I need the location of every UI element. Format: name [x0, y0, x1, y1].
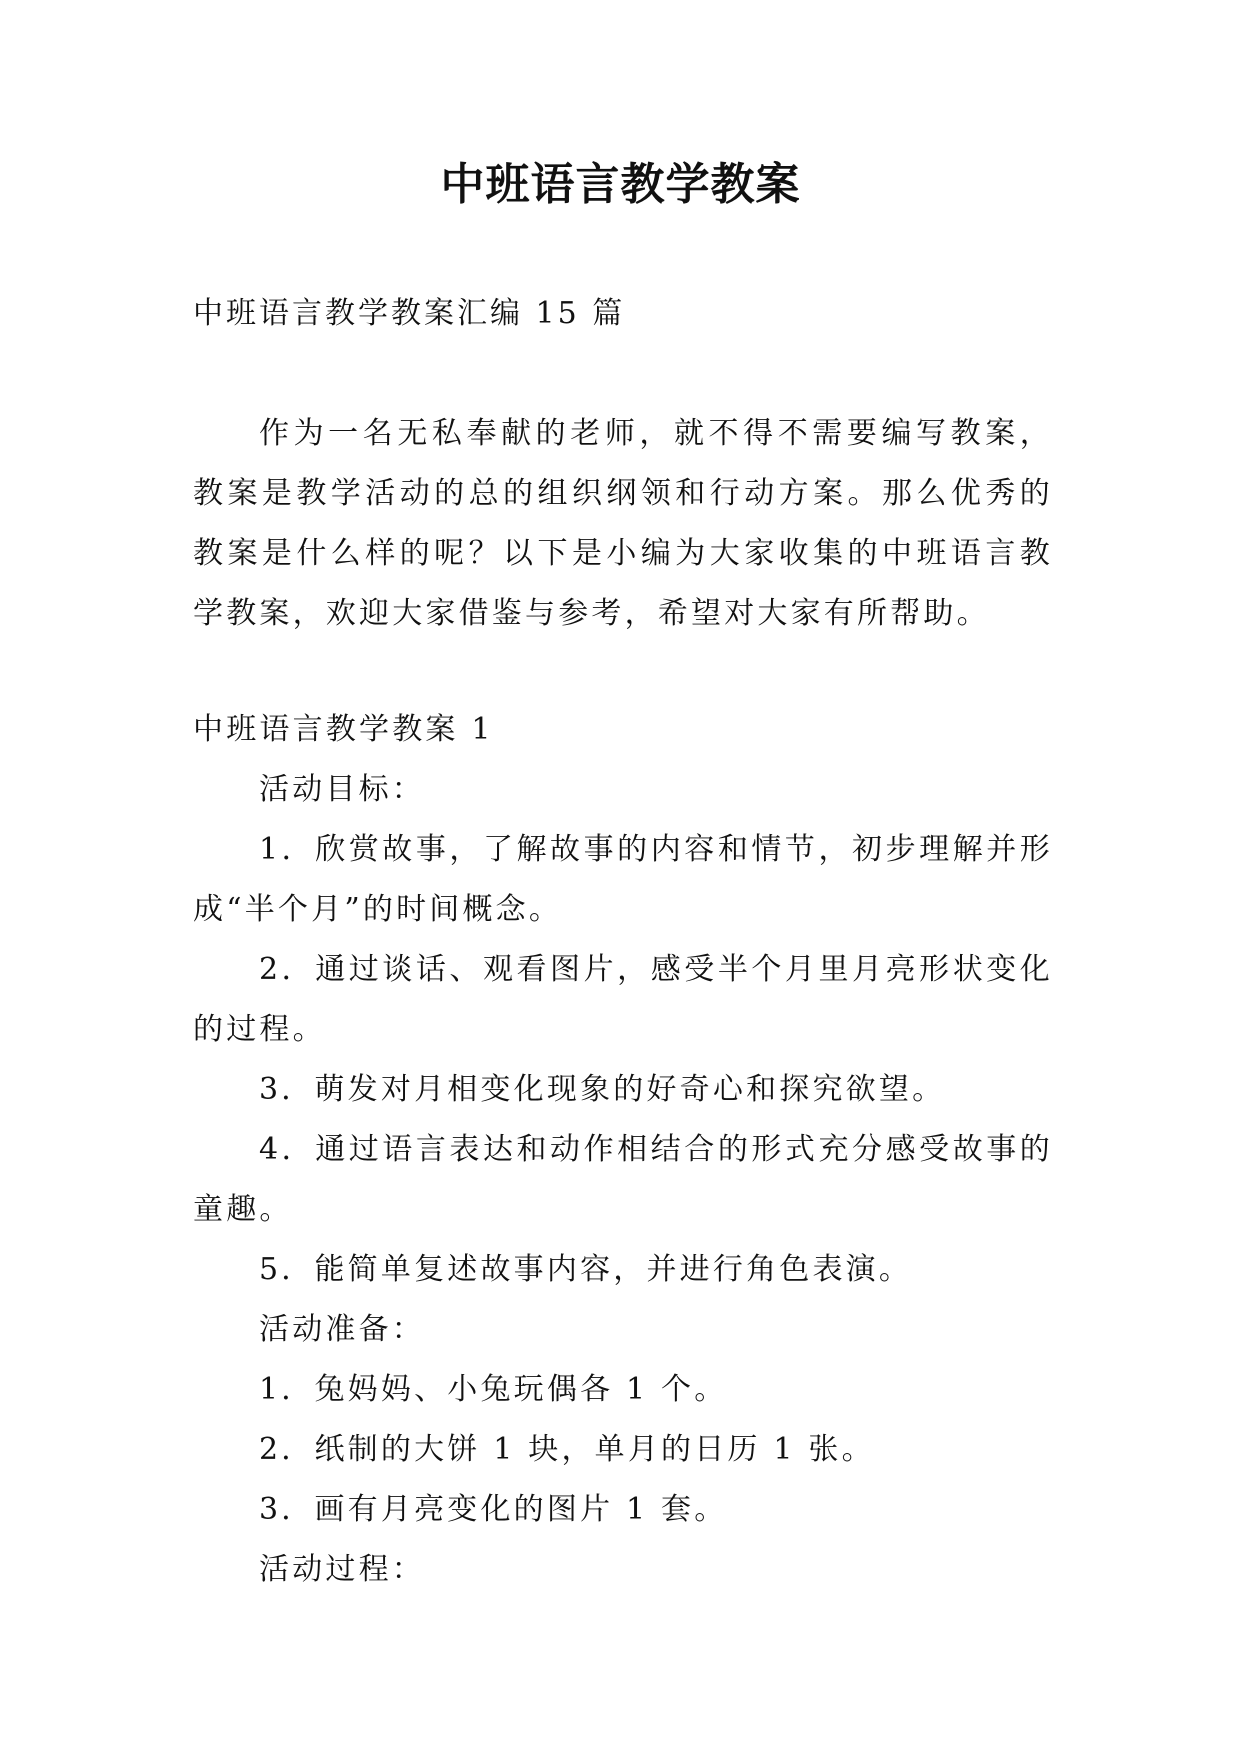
process-label: 活动过程： [259, 1552, 425, 1587]
goals-label: 活动目标： [259, 772, 425, 807]
prep-item: 2．纸制的大饼 1 块，单月的日历 1 张。 [259, 1432, 875, 1467]
document-subtitle: 中班语言教学教案汇编 15 篇 [193, 296, 626, 331]
section-heading: 中班语言教学教案 1 [193, 712, 494, 747]
prep-item: 1．兔妈妈、小兔玩偶各 1 个。 [259, 1372, 728, 1407]
goal-item: 4．通过语言表达和动作相结合的形式充分感受故事的童趣。 [193, 1132, 1053, 1227]
goal-item: 1．欣赏故事，了解故事的内容和情节，初步理解并形成“半个月”的时间概念。 [193, 832, 1053, 927]
intro-paragraph: 作为一名无私奉献的老师，就不得不需要编写教案，教案是教学活动的总的组织纲领和行动方案。那么优秀的教案是什么样的呢？以下是小编为大家收集的中班语言教学教案，欢迎大家借鉴与参考，希望对大家有所帮助。 [193, 416, 1053, 631]
goal-item: 2．通过谈话、观看图片，感受半个月里月亮形状变化的过程。 [193, 952, 1053, 1047]
prep-item: 3．画有月亮变化的图片 1 套。 [259, 1492, 728, 1527]
prep-label: 活动准备： [259, 1312, 425, 1347]
document-title: 中班语言教学教案 [440, 159, 801, 210]
goal-item: 5．能简单复述故事内容，并进行角色表演。 [259, 1252, 913, 1287]
goal-item: 3．萌发对月相变化现象的好奇心和探究欲望。 [259, 1072, 946, 1107]
lesson-plan-section [193, 700, 1053, 1600]
